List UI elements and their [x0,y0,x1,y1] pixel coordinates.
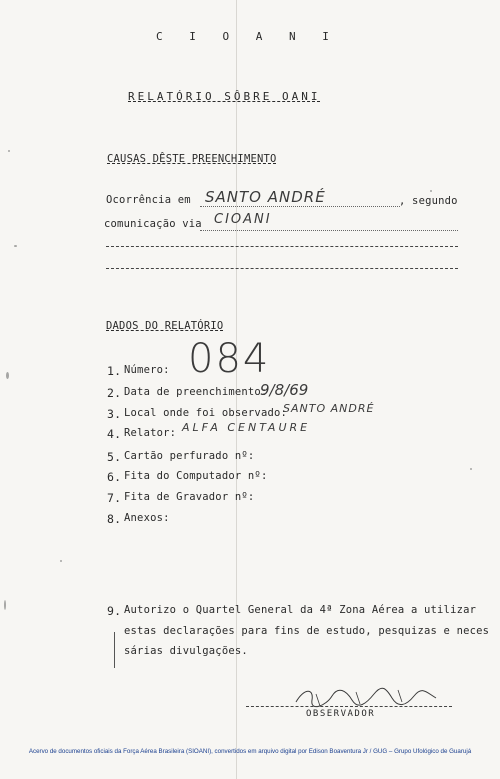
item-label: Fita do Computador nº: [124,470,268,482]
authorization-num: 9. [107,604,122,618]
communication-label: comunicação via [104,218,202,230]
blank-line-1 [106,246,458,247]
item-num: 4. [107,427,122,441]
authorization-line-2: estas declarações para fins de estudo, pesquizas e neces [124,625,490,637]
item-num: 5. [107,450,122,464]
blank-line-2 [106,268,458,269]
item-num: 1. [107,364,122,378]
paper-speck [470,468,472,470]
paper-speck [6,372,9,379]
paper-speck [4,600,6,610]
cause-heading: CAUSAS DÊSTE PREENCHIMENTO [107,153,277,165]
communication-value: CIOANI [214,212,272,227]
item-label: Anexos: [124,512,170,524]
item-value: SANTO ANDRÉ [283,402,375,415]
item-num: 2. [107,386,122,400]
paper-speck [60,560,62,562]
item-value: 084 [188,336,271,382]
header-title: C I O A N I [156,30,339,43]
item-label: Data de preenchimento: [124,386,268,398]
item-num: 3. [107,407,122,421]
occurrence-line [200,206,400,207]
authorization-line-1: Autorizo o Quartel General da 4ª Zona Aérea a utilizar [124,604,477,616]
occurrence-value: SANTO ANDRÉ [205,188,326,206]
paper-speck [8,150,10,152]
item-value: 9/8/69 [260,381,309,399]
item-num: 8. [107,512,122,526]
paper-speck [14,245,17,247]
signature-label: OBSERVADOR [306,709,376,719]
paper-speck [430,190,432,192]
item-num: 6. [107,470,122,484]
according-label: , segundo [399,195,458,207]
authorization-line-3: sárias divulgações. [124,645,248,657]
item-value: ALFA CENTAURE [182,421,311,434]
item-label: Número: [124,364,170,376]
item-label: Cartão perfurado nº: [124,450,255,462]
item-label: Relator: [124,427,177,439]
archive-footer: Acervo de documentos oficiais da Força Aérea Brasileira (SIOANI), convertidos em arquivo digital por Edison Boaventura Jr / GUG – Grupo Ufológico de Guarujá [28,748,472,755]
communication-line [200,230,458,231]
signature-scribble [286,684,446,712]
data-heading: DADOS DO RELATÓRIO [106,320,224,332]
item-num: 7. [107,491,122,505]
occurrence-label: Ocorrência em [106,194,191,206]
signature-line [246,706,452,707]
item-label: Fita de Gravador nº: [124,491,255,503]
margin-mark [114,632,115,668]
item-label: Local onde foi observado: [124,407,288,419]
report-title: RELATÓRIO SÔBRE OANI [128,90,321,103]
